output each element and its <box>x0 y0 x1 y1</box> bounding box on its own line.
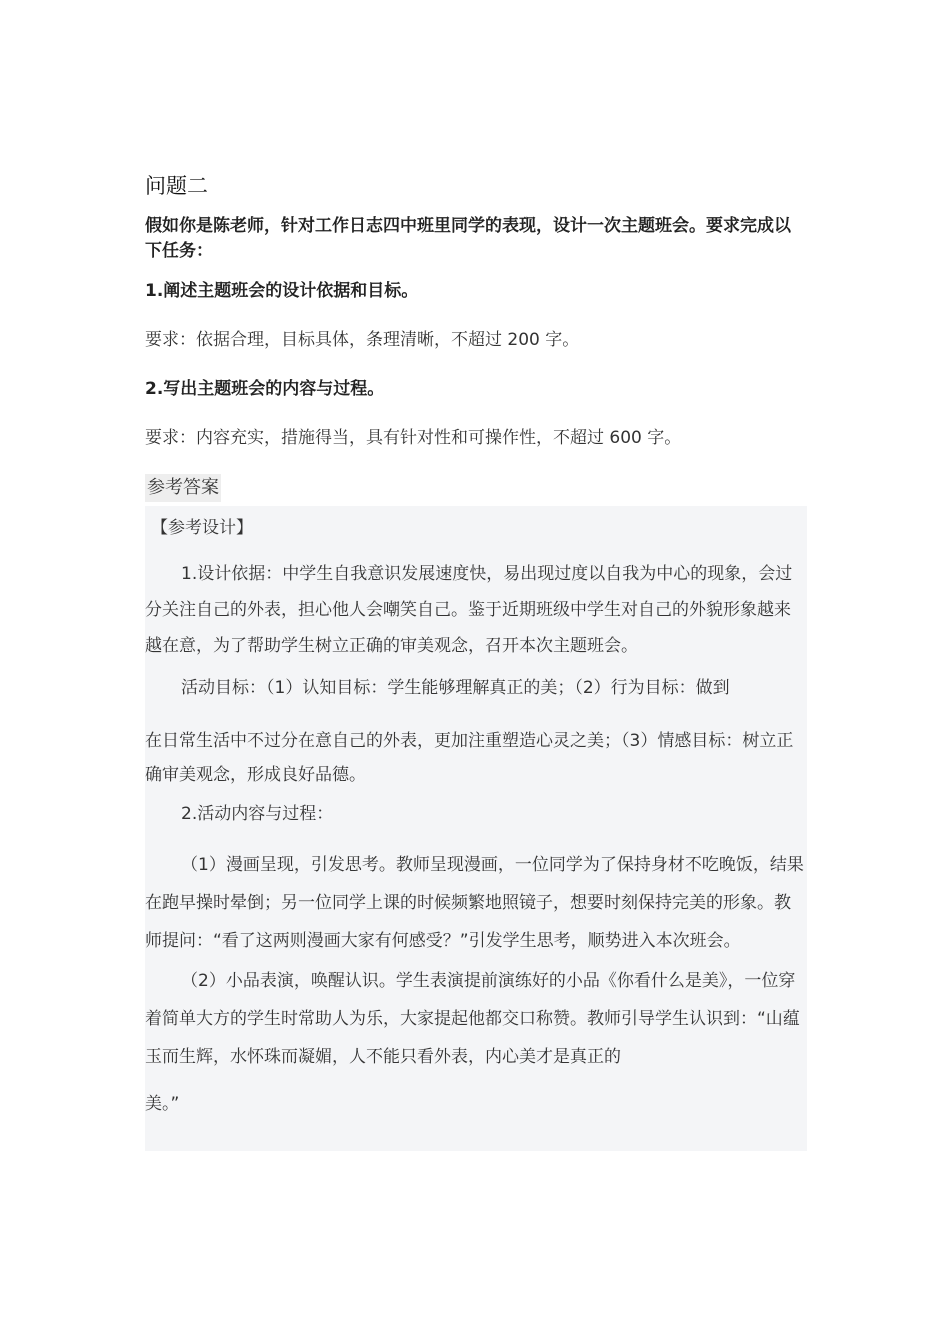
task-1: 1.阐述主题班会的设计依据和目标。 <box>145 281 419 301</box>
answer-heading: 【参考设计】 <box>151 518 253 538</box>
activity-goals-line2: 在日常生活中不过分在意自己的外表，更加注重塑造心灵之美；（3）情感目标：树立正确审美观念，形成良好品德。 <box>145 731 794 785</box>
requirement-2: 要求：内容充实，措施得当，具有针对性和可操作性，不超过 600 字。 <box>145 428 682 448</box>
requirement-1: 要求：依据合理，目标具体，条理清晰，不超过 200 字。 <box>145 330 580 350</box>
task-2: 2.写出主题班会的内容与过程。 <box>145 379 385 399</box>
reference-answer-box <box>145 506 807 1151</box>
design-basis: 1.设计依据：中学生自我意识发展速度快，易出现过度以自我为中心的现象，会过分关注自己的外表，担心他人会嘲笑自己。鉴于近期班级中学生对自己的外貌形象越来越在意，为了帮助学生树立正确的审美观念，召开本次主题班会。 <box>145 564 793 656</box>
question-intro: 假如你是陈老师，针对工作日志四中班里同学的表现，设计一次主题班会。要求完成以下任务： <box>145 216 791 261</box>
process-title: 2.活动内容与过程： <box>181 804 334 824</box>
question-document <box>145 170 807 1151</box>
process-step-2-end: 美。” <box>145 1094 180 1114</box>
process-step-2: （2）小品表演，唤醒认识。学生表演提前演练好的小品《你看什么是美》，一位穿着简单大方的学生时常助人为乐，大家提起他都交口称赞。教师引导学生认识到：“山蕴玉而生辉，水怀珠而凝媚，人不能只看外表，内心美才是真正的 <box>145 971 800 1067</box>
question-title: 问题二 <box>145 174 208 198</box>
process-step-1: （1）漫画呈现，引发思考。教师呈现漫画，一位同学为了保持身材不吃晚饭，结果在跑早操时晕倒；另一位同学上课的时候频繁地照镜子，想要时刻保持完美的形象。教师提问：“看了这两则漫画大家有何感受？”引发学生思考，顺势进入本次班会。 <box>145 855 804 951</box>
activity-goals-line1: 活动目标：（1）认知目标：学生能够理解真正的美；（2）行为目标：做到 <box>181 678 730 698</box>
reference-answer-label[interactable]: 参考答案 <box>145 474 221 502</box>
